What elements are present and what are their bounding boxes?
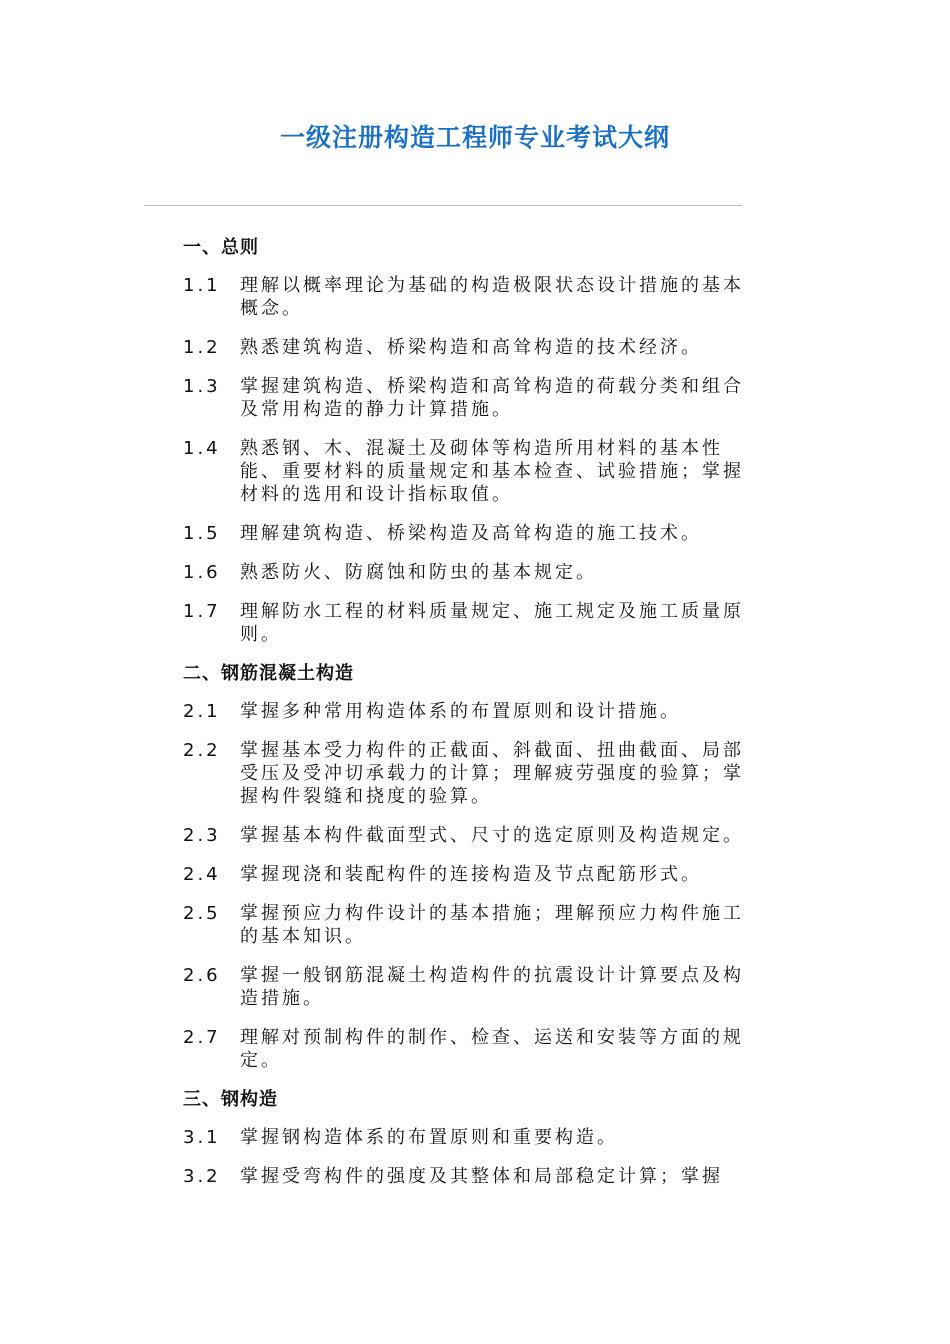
item-number: 1.2 <box>183 337 221 358</box>
item-text: 掌握一般钢筋混凝土构造构件的抗震设计计算要点及构造措施。 <box>240 965 744 1009</box>
item-text: 掌握预应力构件设计的基本措施；理解预应力构件施工的基本知识。 <box>240 903 744 947</box>
section-heading: 三、钢构造 <box>183 1089 278 1110</box>
item-text: 熟悉钢、木、混凝土及砌体等构造所用材料的基本性能、重要材料的质量规定和基本检查、试验措施；掌握材料的选用和设计指标取值。 <box>240 438 744 505</box>
item-text: 理解建筑构造、桥梁构造及高耸构造的施工技术。 <box>240 523 702 544</box>
item-number: 2.5 <box>183 903 221 924</box>
list-item <box>183 375 763 421</box>
list-item <box>183 437 763 506</box>
list-item <box>183 522 763 545</box>
list-item <box>183 1126 763 1149</box>
list-item <box>183 274 763 320</box>
list-item <box>183 1165 763 1188</box>
list-item <box>183 902 763 948</box>
item-text: 掌握受弯构件的强度及其整体和局部稳定计算；掌握 <box>240 1166 723 1187</box>
item-text: 理解防水工程的材料质量规定、施工规定及施工质量原则。 <box>240 601 744 645</box>
document-body <box>183 236 763 1204</box>
item-text: 掌握多种常用构造体系的布置原则和设计措施。 <box>240 701 681 722</box>
item-number: 1.5 <box>183 523 221 544</box>
list-item <box>183 1026 763 1072</box>
item-number: 2.1 <box>183 701 221 722</box>
item-text: 掌握现浇和装配构件的连接构造及节点配筋形式。 <box>240 864 702 885</box>
item-text: 掌握基本受力构件的正截面、斜截面、扭曲截面、局部受压及受冲切承载力的计算；理解疲劳强度的验算；掌握构件裂缝和挠度的验算。 <box>240 740 744 807</box>
item-number: 1.3 <box>183 376 221 397</box>
list-item <box>183 739 763 808</box>
list-item <box>183 336 763 359</box>
item-number: 1.4 <box>183 438 221 459</box>
item-number: 2.3 <box>183 825 221 846</box>
item-text: 掌握基本构件截面型式、尺寸的选定原则及构造规定。 <box>240 825 744 846</box>
item-text: 熟悉建筑构造、桥梁构造和高耸构造的技术经济。 <box>240 337 702 358</box>
list-item <box>183 824 763 847</box>
section-heading: 二、钢筋混凝土构造 <box>183 663 354 684</box>
item-text: 理解对预制构件的制作、检查、运送和安装等方面的规定。 <box>240 1027 744 1071</box>
item-text: 理解以概率理论为基础的构造极限状态设计措施的基本概念。 <box>240 275 744 319</box>
item-number: 1.7 <box>183 601 221 622</box>
item-text: 掌握建筑构造、桥梁构造和高耸构造的荷载分类和组合及常用构造的静力计算措施。 <box>240 376 744 420</box>
item-number: 1.1 <box>183 275 221 296</box>
list-item <box>183 600 763 646</box>
list-item <box>183 700 763 723</box>
item-number: 3.1 <box>183 1127 221 1148</box>
item-number: 3.2 <box>183 1166 221 1187</box>
item-number: 2.4 <box>183 864 221 885</box>
item-number: 1.6 <box>183 562 221 583</box>
item-number: 2.2 <box>183 740 221 761</box>
list-item <box>183 964 763 1010</box>
list-item <box>183 561 763 584</box>
list-item <box>183 863 763 886</box>
item-number: 2.6 <box>183 965 221 986</box>
document-title: 一级注册构造工程师专业考试大纲 <box>279 123 670 152</box>
item-text: 熟悉防火、防腐蚀和防虫的基本规定。 <box>240 562 597 583</box>
item-number: 2.7 <box>183 1027 221 1048</box>
item-text: 掌握钢构造体系的布置原则和重要构造。 <box>240 1127 618 1148</box>
section-heading: 一、总则 <box>183 237 259 258</box>
title-divider <box>144 205 742 206</box>
